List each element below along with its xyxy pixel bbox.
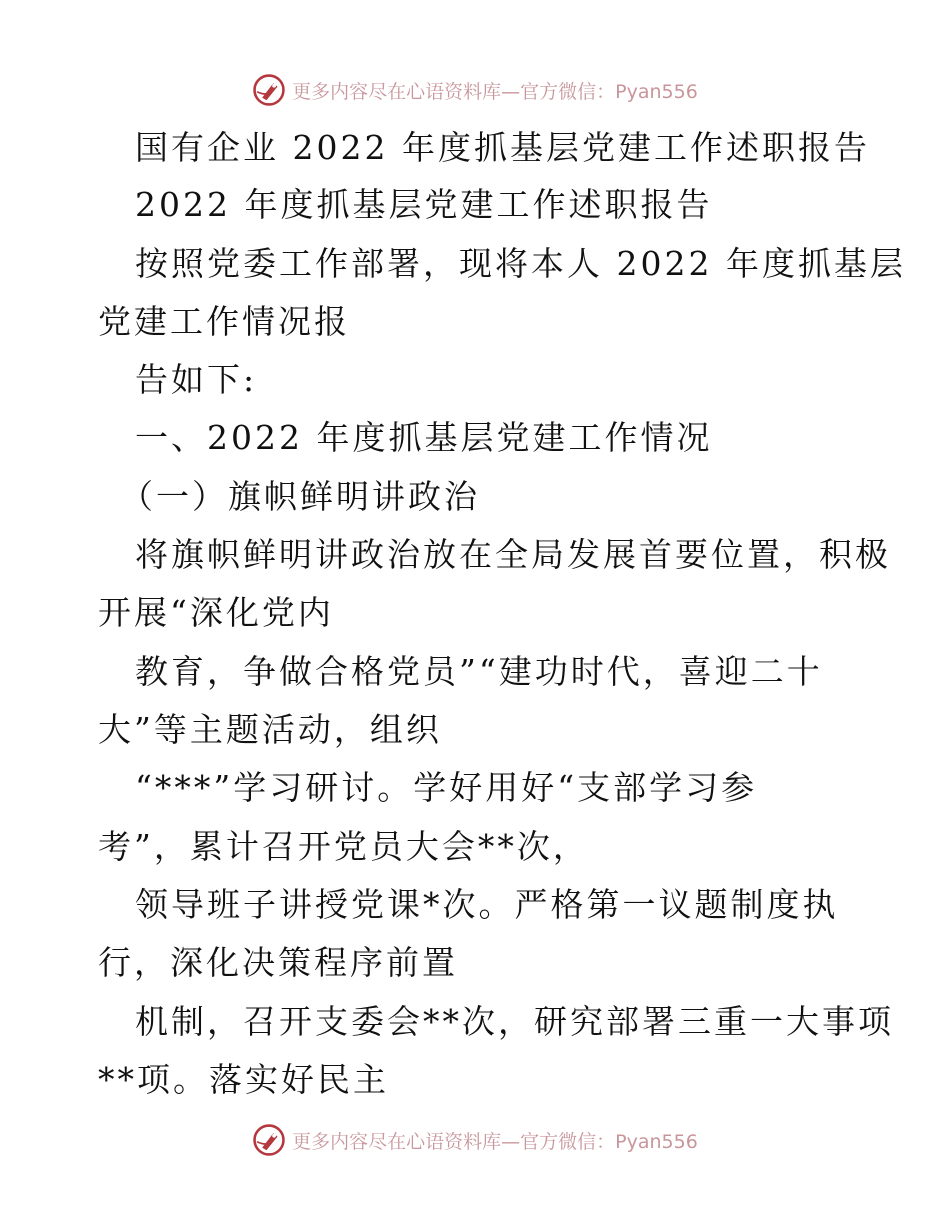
pen-nib-logo-icon bbox=[252, 1123, 286, 1157]
paragraph-line: 告如下: bbox=[135, 360, 258, 399]
paragraph-line: 机制，召开支委会**次，研究部署三重一大事项 bbox=[135, 1002, 894, 1041]
footer-watermark bbox=[0, 1122, 950, 1158]
document-subtitle: 2022 年度抓基层党建工作述职报告 bbox=[135, 185, 713, 224]
watermark-text: 更多内容尽在心语资料库—官方微信：Pyan556 bbox=[292, 80, 698, 103]
paragraph-line: 开展“深化党内 bbox=[98, 593, 334, 632]
paragraph-line: 将旗帜鲜明讲政治放在全局发展首要位置，积极 bbox=[135, 535, 891, 574]
paragraph-line: **项。落实好民主 bbox=[98, 1060, 389, 1099]
watermark-text: 更多内容尽在心语资料库—官方微信：Pyan556 bbox=[292, 1130, 698, 1153]
subsection-heading: （一）旗帜鲜明讲政治 bbox=[120, 477, 480, 516]
paragraph-line: 考”，累计召开党员大会**次， bbox=[98, 827, 589, 866]
paragraph-line: 党建工作情况报 bbox=[98, 302, 350, 341]
paragraph-line: 行，深化决策程序前置 bbox=[98, 943, 458, 982]
paragraph-line: “***”学习研讨。学好用好“支部学习参 bbox=[135, 768, 758, 807]
section-heading: 一、2022 年度抓基层党建工作情况 bbox=[135, 418, 713, 457]
document-title: 国有企业 2022 年度抓基层党建工作述职报告 bbox=[135, 128, 870, 167]
paragraph-line: 大”等主题活动，组织 bbox=[98, 710, 442, 749]
paragraph-line: 教育，争做合格党员”“建功时代，喜迎二十 bbox=[135, 652, 823, 691]
paragraph-line: 按照党委工作部署，现将本人 2022 年度抓基层 bbox=[135, 244, 906, 283]
paragraph-line: 领导班子讲授党课*次。严格第一议题制度执 bbox=[135, 885, 839, 924]
